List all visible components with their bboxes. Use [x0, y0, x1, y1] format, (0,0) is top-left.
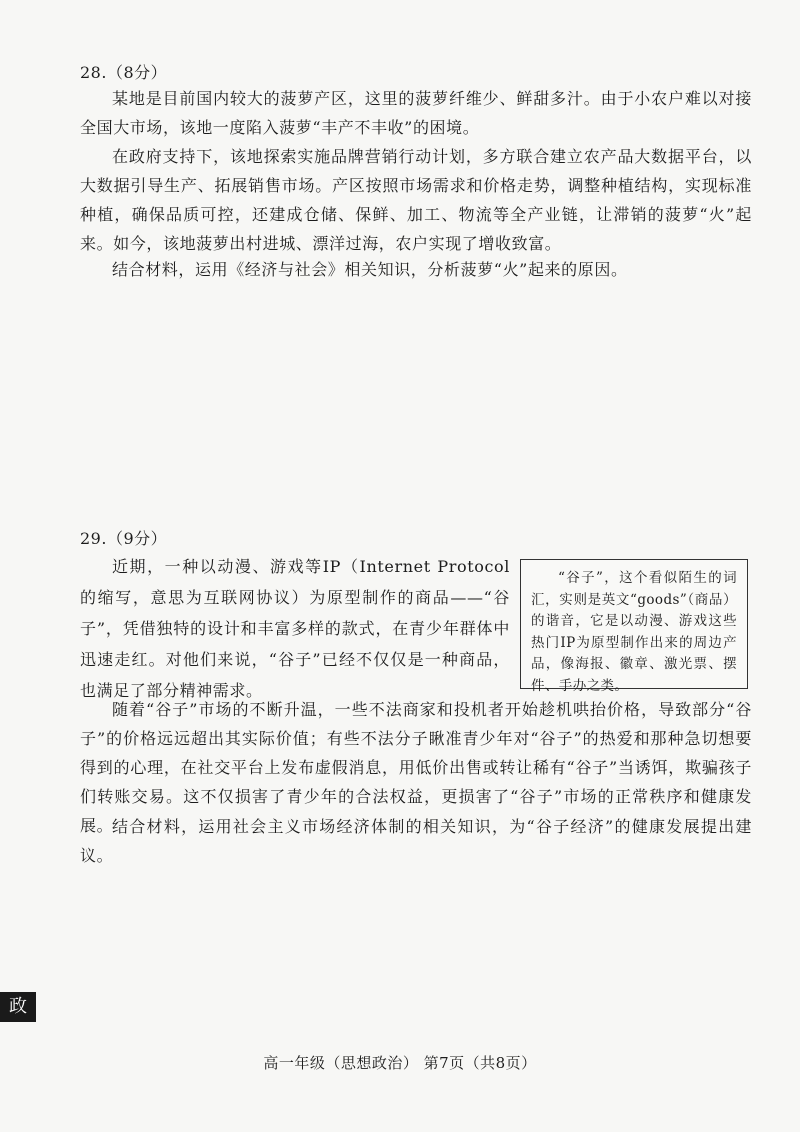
question-28-material-paragraph-2: 在政府支持下，该地探索实施品牌营销行动计划，多方联合建立农产品大数据平台，以大数据引导生产、拓展销售市场。产区按照市场需求和价格走势，调整种植结构，实现标准种植，确保品质可控，还建成仓储、保鲜、加工、物流等全产业链，让滞销的菠萝“火”起来。如今，该地菠萝出村进城、漂洋过海，农户实现了增收致富。 [80, 147, 752, 253]
page-footer: 高一年级（思想政治） 第7页（共8页） [263, 1054, 537, 1072]
goods-definition-note-text: “谷子”，这个看似陌生的词汇，实则是英文“goods”（商品）的谐音，它是以动漫、游戏这些热门IP为原型制作出来的周边产品，像海报、徽章、激光票、摆件、手办之类。 [531, 570, 737, 694]
question-28-prompt: 结合材料，运用《经济与社会》相关知识，分析菠萝“火”起来的原因。 [112, 260, 628, 279]
question-29-prompt: 结合材料，运用社会主义市场经济体制的相关知识，为“谷子经济”的健康发展提出建议。 [80, 817, 752, 865]
question-28-heading: 28.（8分） [80, 63, 168, 82]
question-29-heading: 29.（9分） [80, 529, 168, 548]
question-29-material-paragraph-2: 随着“谷子”市场的不断升温，一些不法商家和投机者开始趁机哄抬价格，导致部分“谷子”的价格远远超出其实际价值；有些不法分子瞅准青少年对“谷子”的热爱和那种急切想要得到的心理，在社交平台上发布虚假消息，用低价出售或转让稀有“谷子”当诱饵，欺骗孩子们转账交易。这不仅损害了青少年的合法权益，更损害了“谷子”市场的正常秩序和健康发展。 [80, 700, 752, 835]
question-29-material-paragraph-1: 近期，一种以动漫、游戏等IP（Internet Protocol的缩写，意思为互联网协议）为原型制作的商品——“谷子”，凭借独特的设计和丰富多样的款式，在青少年群体中迅速走红。对他们来说，“谷子”已经不仅仅是一种商品，也满足了部分精神需求。 [80, 557, 510, 700]
subject-side-tab: 政 [0, 992, 36, 1022]
goods-definition-note-box [520, 559, 748, 694]
question-28-material-paragraph-1: 某地是目前国内较大的菠萝产区，这里的菠萝纤维少、鲜甜多汁。由于小农户难以对接全国大市场，该地一度陷入菠萝“丰产不丰收”的困境。 [80, 89, 752, 137]
